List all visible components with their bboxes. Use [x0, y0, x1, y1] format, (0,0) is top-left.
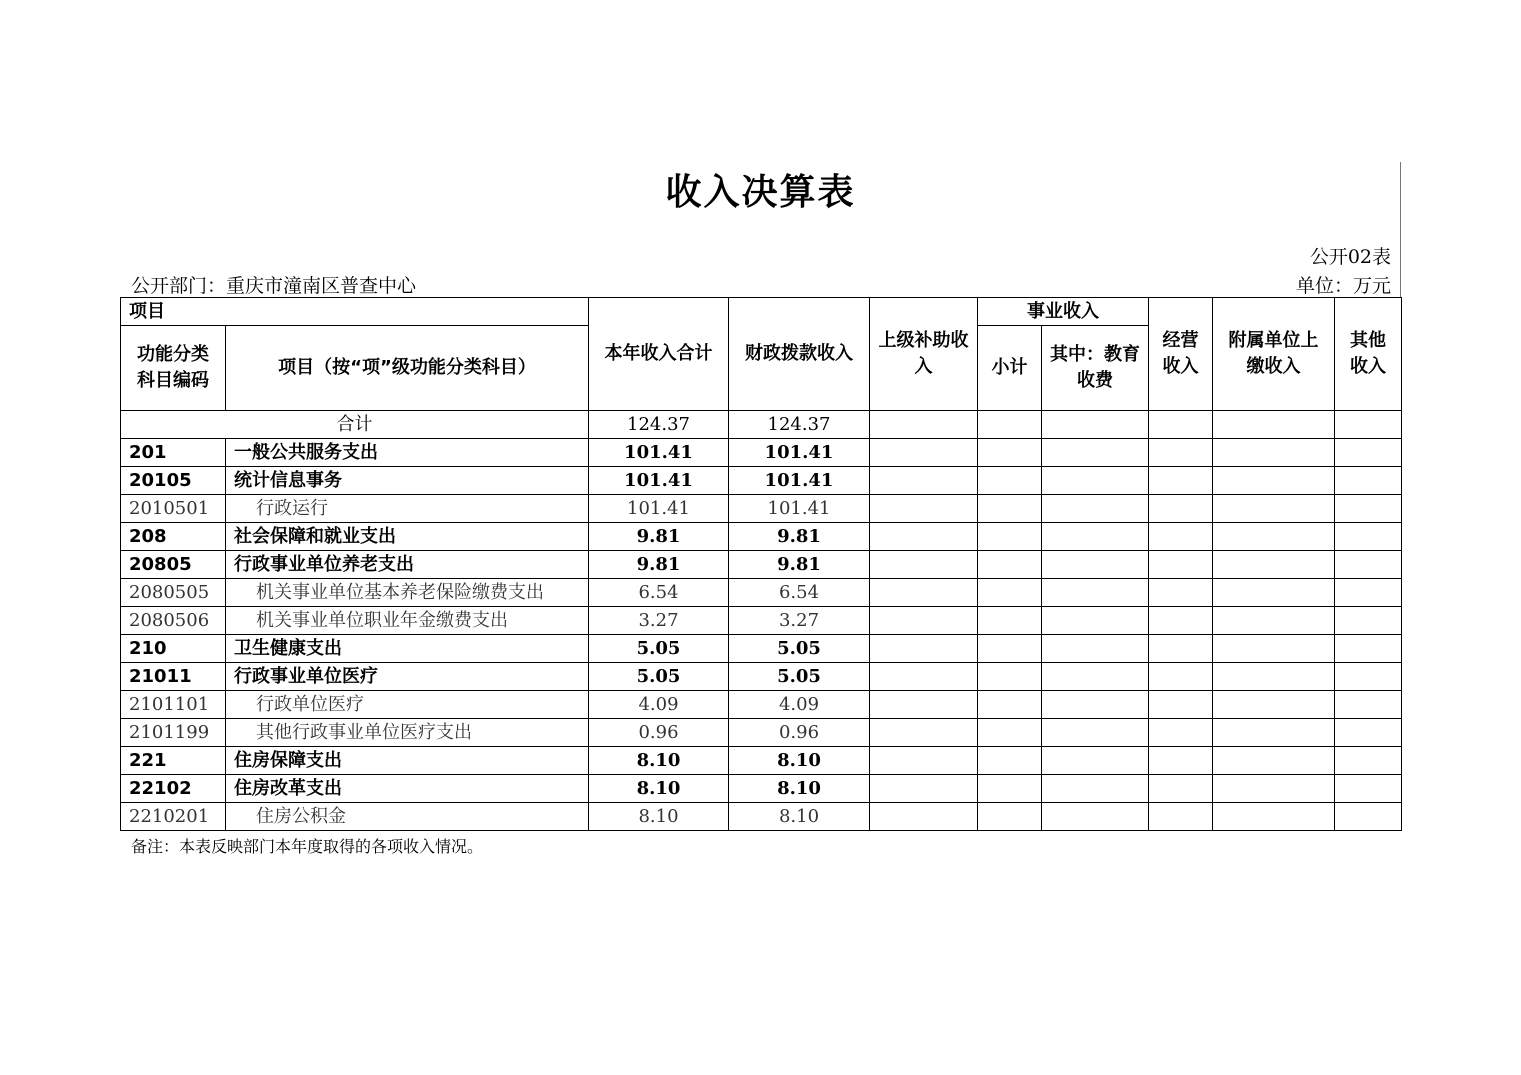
row-code: 2010501 — [121, 495, 226, 523]
total-income-value: 124.37 — [589, 411, 729, 439]
row-total-income: 3.27 — [589, 607, 729, 635]
row-name: 行政运行 — [226, 495, 589, 523]
empty-cell — [1335, 635, 1402, 663]
empty-cell — [1213, 803, 1335, 831]
row-name: 一般公共服务支出 — [226, 439, 589, 467]
row-name: 住房改革支出 — [226, 775, 589, 803]
row-name: 住房公积金 — [226, 803, 589, 831]
empty-cell — [1213, 635, 1335, 663]
empty-cell — [1213, 691, 1335, 719]
row-code: 210 — [121, 635, 226, 663]
empty-cell — [1213, 551, 1335, 579]
empty-cell — [978, 719, 1042, 747]
header-education-fee: 其中：教育收费 — [1042, 326, 1149, 411]
table-row — [121, 691, 1402, 719]
empty-cell — [1149, 467, 1213, 495]
row-code: 201 — [121, 439, 226, 467]
empty-cell — [1042, 523, 1149, 551]
table-row — [121, 523, 1402, 551]
empty-cell — [978, 663, 1042, 691]
row-total-income: 4.09 — [589, 691, 729, 719]
empty-cell — [1335, 607, 1402, 635]
empty-cell — [1149, 691, 1213, 719]
empty-cell — [1335, 523, 1402, 551]
row-name: 行政事业单位养老支出 — [226, 551, 589, 579]
income-table — [120, 297, 1402, 831]
row-fiscal-income: 101.41 — [729, 495, 870, 523]
empty-cell — [1213, 467, 1335, 495]
row-fiscal-income: 9.81 — [729, 551, 870, 579]
empty-cell — [978, 439, 1042, 467]
empty-cell — [978, 579, 1042, 607]
row-fiscal-income: 5.05 — [729, 663, 870, 691]
row-code: 2080505 — [121, 579, 226, 607]
table-row — [121, 635, 1402, 663]
row-name: 行政事业单位医疗 — [226, 663, 589, 691]
row-name: 机关事业单位职业年金缴费支出 — [226, 607, 589, 635]
table-row — [121, 747, 1402, 775]
row-total-income: 8.10 — [589, 775, 729, 803]
empty-cell — [870, 803, 978, 831]
row-name: 行政单位医疗 — [226, 691, 589, 719]
empty-cell — [1213, 439, 1335, 467]
empty-cell — [870, 635, 978, 663]
empty-cell — [1335, 691, 1402, 719]
empty-cell — [978, 551, 1042, 579]
table-row — [121, 607, 1402, 635]
table-row — [121, 467, 1402, 495]
row-code: 20805 — [121, 551, 226, 579]
empty-cell — [1335, 495, 1402, 523]
total-row — [121, 411, 1402, 439]
footnote: 备注：本表反映部门本年度取得的各项收入情况。 — [131, 837, 484, 856]
row-fiscal-income: 8.10 — [729, 775, 870, 803]
row-name: 统计信息事务 — [226, 467, 589, 495]
row-code: 2210201 — [121, 803, 226, 831]
empty-cell — [1149, 663, 1213, 691]
row-fiscal-income: 9.81 — [729, 523, 870, 551]
empty-cell — [1149, 803, 1213, 831]
table-row — [121, 495, 1402, 523]
row-total-income: 8.10 — [589, 747, 729, 775]
row-total-income: 9.81 — [589, 523, 729, 551]
header-fiscal-income: 财政拨款收入 — [729, 298, 870, 411]
empty-cell — [1042, 803, 1149, 831]
row-fiscal-income: 8.10 — [729, 803, 870, 831]
header-other-income: 其他收入 — [1335, 298, 1402, 411]
unit-label: 单位：万元 — [1295, 275, 1391, 297]
empty-cell — [978, 775, 1042, 803]
empty-cell — [978, 747, 1042, 775]
row-code: 208 — [121, 523, 226, 551]
empty-cell — [978, 607, 1042, 635]
total-label: 合计 — [121, 411, 589, 439]
row-total-income: 101.41 — [589, 439, 729, 467]
header-business-income: 事业收入 — [978, 298, 1149, 326]
row-code: 22102 — [121, 775, 226, 803]
empty-cell — [1149, 551, 1213, 579]
empty-cell — [1149, 775, 1213, 803]
row-fiscal-income: 5.05 — [729, 635, 870, 663]
empty-cell — [1213, 719, 1335, 747]
table-row — [121, 551, 1402, 579]
header-subtotal: 小计 — [978, 326, 1042, 411]
header-total-income: 本年收入合计 — [589, 298, 729, 411]
empty-cell — [1042, 635, 1149, 663]
empty-cell — [1149, 719, 1213, 747]
table-code: 公开02表 — [1309, 246, 1391, 268]
row-fiscal-income: 101.41 — [729, 439, 870, 467]
empty-cell — [870, 495, 978, 523]
row-fiscal-income: 6.54 — [729, 579, 870, 607]
empty-cell — [1042, 495, 1149, 523]
empty-cell — [1149, 439, 1213, 467]
empty-cell — [1335, 747, 1402, 775]
header-operating-income: 经营收入 — [1149, 298, 1213, 411]
empty-cell — [1213, 579, 1335, 607]
empty-cell — [1149, 523, 1213, 551]
header-affiliated-income: 附属单位上缴收入 — [1213, 298, 1335, 411]
empty-cell — [1335, 719, 1402, 747]
empty-cell — [1149, 747, 1213, 775]
empty-cell — [1042, 579, 1149, 607]
empty-cell — [1335, 803, 1402, 831]
row-total-income: 6.54 — [589, 579, 729, 607]
empty-cell — [1335, 663, 1402, 691]
empty-cell — [978, 803, 1042, 831]
empty-cell — [870, 663, 978, 691]
row-fiscal-income: 8.10 — [729, 747, 870, 775]
empty-cell — [870, 579, 978, 607]
table-row — [121, 803, 1402, 831]
empty-cell — [1042, 747, 1149, 775]
empty-cell — [1149, 607, 1213, 635]
empty-cell — [870, 551, 978, 579]
header-func-code: 功能分类科目编码 — [121, 326, 226, 411]
table-row — [121, 579, 1402, 607]
empty-cell — [1042, 467, 1149, 495]
empty-cell — [1042, 775, 1149, 803]
row-fiscal-income: 3.27 — [729, 607, 870, 635]
empty-cell — [1335, 775, 1402, 803]
row-total-income: 5.05 — [589, 635, 729, 663]
row-fiscal-income: 101.41 — [729, 467, 870, 495]
row-name: 机关事业单位基本养老保险缴费支出 — [226, 579, 589, 607]
header-project: 项目 — [121, 298, 589, 326]
department-label: 公开部门：重庆市潼南区普查中心 — [131, 275, 417, 297]
empty-cell — [978, 635, 1042, 663]
table-row — [121, 663, 1402, 691]
row-fiscal-income: 0.96 — [729, 719, 870, 747]
header-row-1 — [121, 298, 1402, 326]
empty-cell — [1213, 663, 1335, 691]
empty-cell — [1042, 719, 1149, 747]
empty-cell — [1042, 691, 1149, 719]
row-name: 其他行政事业单位医疗支出 — [226, 719, 589, 747]
row-name: 住房保障支出 — [226, 747, 589, 775]
empty-cell — [870, 467, 978, 495]
empty-cell — [1213, 747, 1335, 775]
empty-cell — [870, 607, 978, 635]
empty-cell — [870, 523, 978, 551]
row-code: 2080506 — [121, 607, 226, 635]
row-code: 20105 — [121, 467, 226, 495]
row-total-income: 101.41 — [589, 467, 729, 495]
empty-cell — [1149, 579, 1213, 607]
empty-cell — [1213, 607, 1335, 635]
empty-cell — [1335, 579, 1402, 607]
empty-cell — [1042, 551, 1149, 579]
empty-cell — [1213, 495, 1335, 523]
header-project-name: 项目（按“项”级功能分类科目） — [226, 326, 589, 411]
total-fiscal-value: 124.37 — [729, 411, 870, 439]
row-total-income: 0.96 — [589, 719, 729, 747]
empty-cell — [870, 719, 978, 747]
empty-cell — [1042, 663, 1149, 691]
row-code: 21011 — [121, 663, 226, 691]
empty-cell — [1042, 607, 1149, 635]
empty-cell — [870, 691, 978, 719]
empty-cell — [1335, 439, 1402, 467]
empty-cell — [978, 495, 1042, 523]
empty-cell — [1335, 467, 1402, 495]
header-superior-subsidy: 上级补助收入 — [870, 298, 978, 411]
empty-cell — [1149, 495, 1213, 523]
empty-cell — [870, 775, 978, 803]
table-row — [121, 719, 1402, 747]
table-row — [121, 439, 1402, 467]
empty-cell — [978, 523, 1042, 551]
empty-cell — [870, 747, 978, 775]
empty-cell — [1149, 635, 1213, 663]
table-row — [121, 775, 1402, 803]
empty-cell — [978, 467, 1042, 495]
row-fiscal-income: 4.09 — [729, 691, 870, 719]
row-total-income: 101.41 — [589, 495, 729, 523]
empty-cell — [1213, 775, 1335, 803]
row-code: 2101101 — [121, 691, 226, 719]
empty-cell — [870, 439, 978, 467]
row-code: 2101199 — [121, 719, 226, 747]
row-name: 社会保障和就业支出 — [226, 523, 589, 551]
row-code: 221 — [121, 747, 226, 775]
empty-cell — [978, 691, 1042, 719]
row-name: 卫生健康支出 — [226, 635, 589, 663]
row-total-income: 9.81 — [589, 551, 729, 579]
empty-cell — [1042, 439, 1149, 467]
page-title: 收入决算表 — [665, 172, 856, 213]
row-total-income: 5.05 — [589, 663, 729, 691]
empty-cell — [1335, 551, 1402, 579]
row-total-income: 8.10 — [589, 803, 729, 831]
empty-cell — [1213, 523, 1335, 551]
